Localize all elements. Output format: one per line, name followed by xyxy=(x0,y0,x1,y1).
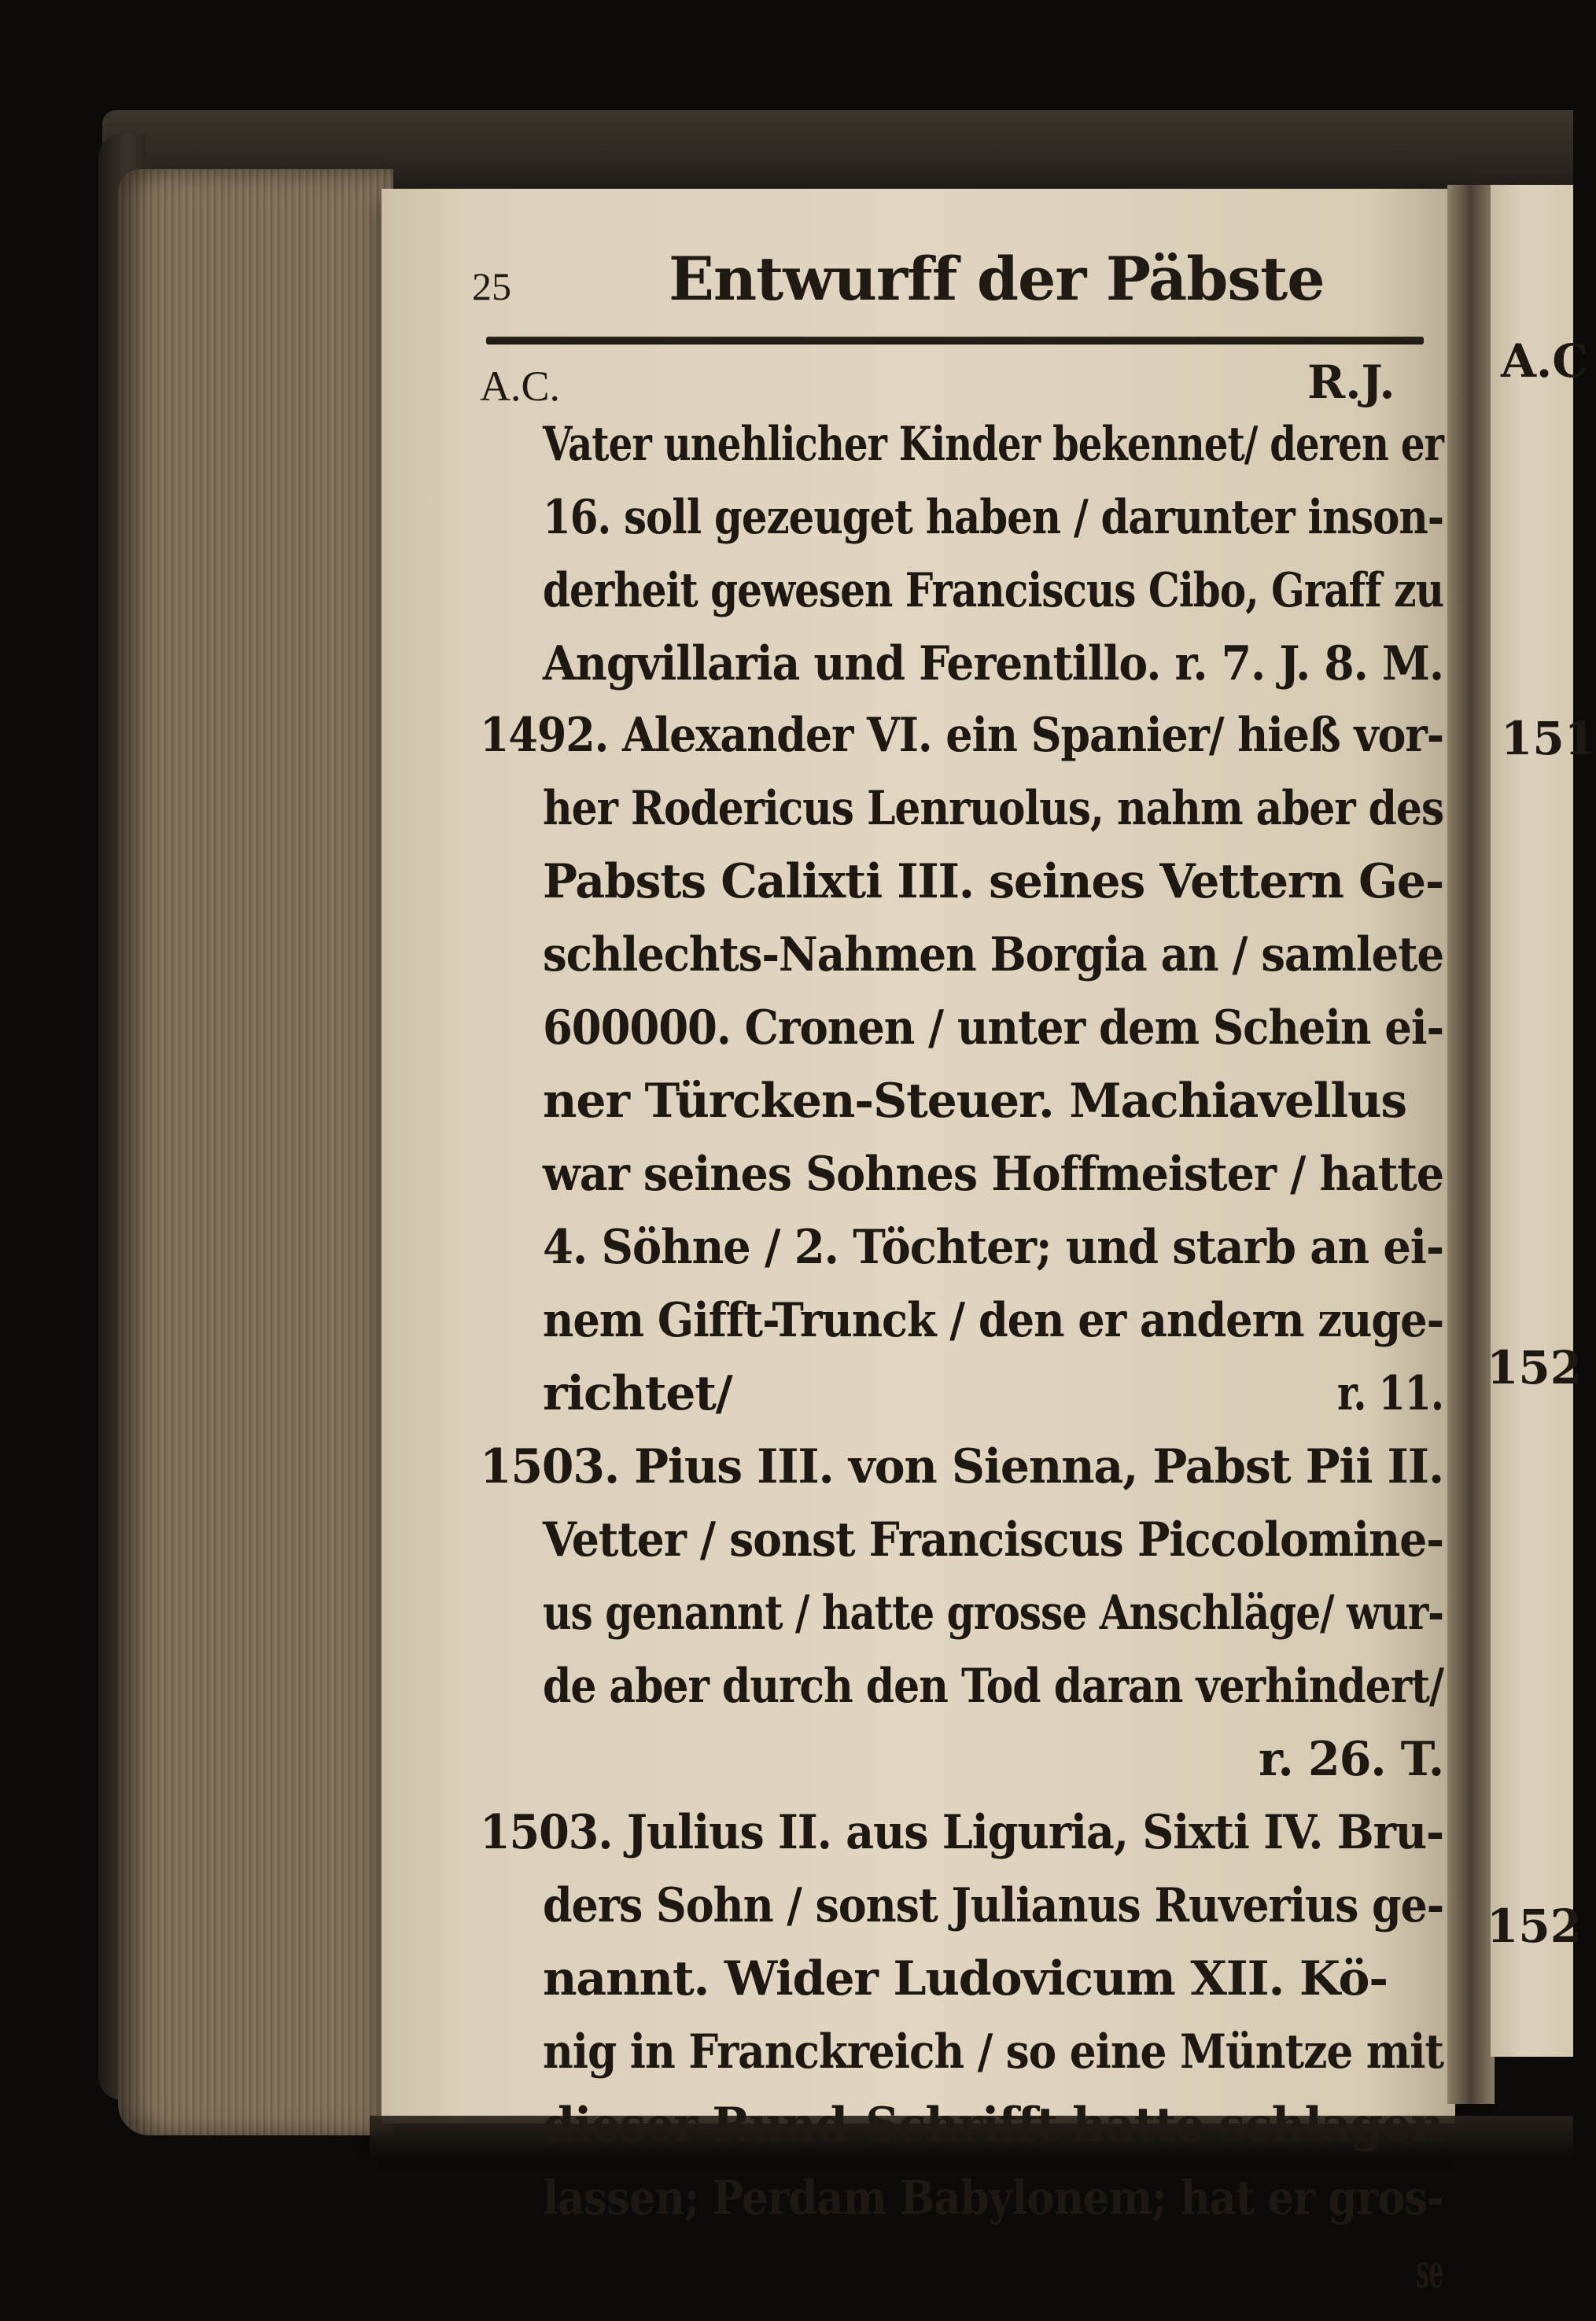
text-line: 4. Söhne / 2. Töchter; und starb an ei- xyxy=(543,1220,1443,1275)
book-gutter xyxy=(1447,185,1495,2104)
text-line: nig in Franckreich / so eine Müntze mit xyxy=(543,2024,1443,2080)
right-page-fragment: A.C xyxy=(1501,334,1589,388)
text-line: ders Sohn / sonst Julianus Ruverius ge- xyxy=(543,1878,1443,1933)
text-line: 600000. Cronen / unter dem Schein ei- xyxy=(543,1000,1443,1056)
reign-length: r. 26. T. xyxy=(1259,1732,1443,1787)
text-line: de aber durch den Tod daran verhindert/ xyxy=(543,1659,1443,1714)
page-block-edge xyxy=(118,169,393,2135)
text-line: Pabsts Calixti III. seines Vettern Ge- xyxy=(543,854,1443,909)
text-line: dieser Rund-Schrifft hatte schlagen xyxy=(543,2098,1443,2153)
reign-length: r. 11. xyxy=(1337,1366,1443,1421)
right-page-fragment: 151 xyxy=(1501,712,1596,765)
header-rule xyxy=(486,337,1424,344)
text-line: her Rodericus Lenruolus, nahm aber des xyxy=(543,781,1443,836)
text-line: 16. soll gezeuget haben / darunter inson- xyxy=(543,490,1443,545)
text-line: 1503. Julius II. aus Liguria, Sixti IV. Bru- xyxy=(480,1805,1443,1860)
text-line: richtet/ xyxy=(543,1366,732,1421)
text-line: nannt. Wider Ludovicum XII. Kö- xyxy=(543,1951,1388,2006)
text-line: derheit gewesen Franciscus Cibo, Graff zu xyxy=(543,563,1443,618)
text-line: war seines Sohnes Hoffmeister / hatte xyxy=(543,1147,1443,1202)
text-line: lassen; Perdam Babylonem; hat er gros- xyxy=(543,2171,1443,2226)
text-line: nem Gifft-Trunck / den er andern zuge- xyxy=(543,1293,1443,1348)
column-label-rj: R.J. xyxy=(1307,356,1395,409)
page-number: 25 xyxy=(472,264,511,308)
text-line: 1503. Pius III. von Sienna, Pabst Pii II. xyxy=(480,1439,1443,1494)
text-line: schlechts-Nahmen Borgia an / samlete xyxy=(543,927,1443,982)
right-page-fragment: 152 xyxy=(1487,1341,1583,1394)
text-line: Angvillaria und Ferentillo. r. 7. J. 8. M. xyxy=(543,636,1443,691)
text-line: 1492. Alexander VI. ein Spanier/ hieß vor- xyxy=(480,708,1443,763)
text-line: se xyxy=(1416,2244,1443,2299)
text-line: ner Türcken-Steuer. Machiavellus xyxy=(543,1074,1406,1129)
text-line: Vetter / sonst Franciscus Piccolomine- xyxy=(543,1512,1443,1568)
text-line: us genannt / hatte grosse Anschläge/ wur- xyxy=(543,1586,1443,1641)
right-page xyxy=(1491,185,1573,2057)
text-line: Vater unehlicher Kinder bekennet/ deren er xyxy=(543,417,1443,472)
right-page-fragment: 152 xyxy=(1487,1899,1583,1953)
column-label-ac: A.C. xyxy=(480,363,561,410)
running-title: Entwurff der Päbste xyxy=(669,244,1325,314)
